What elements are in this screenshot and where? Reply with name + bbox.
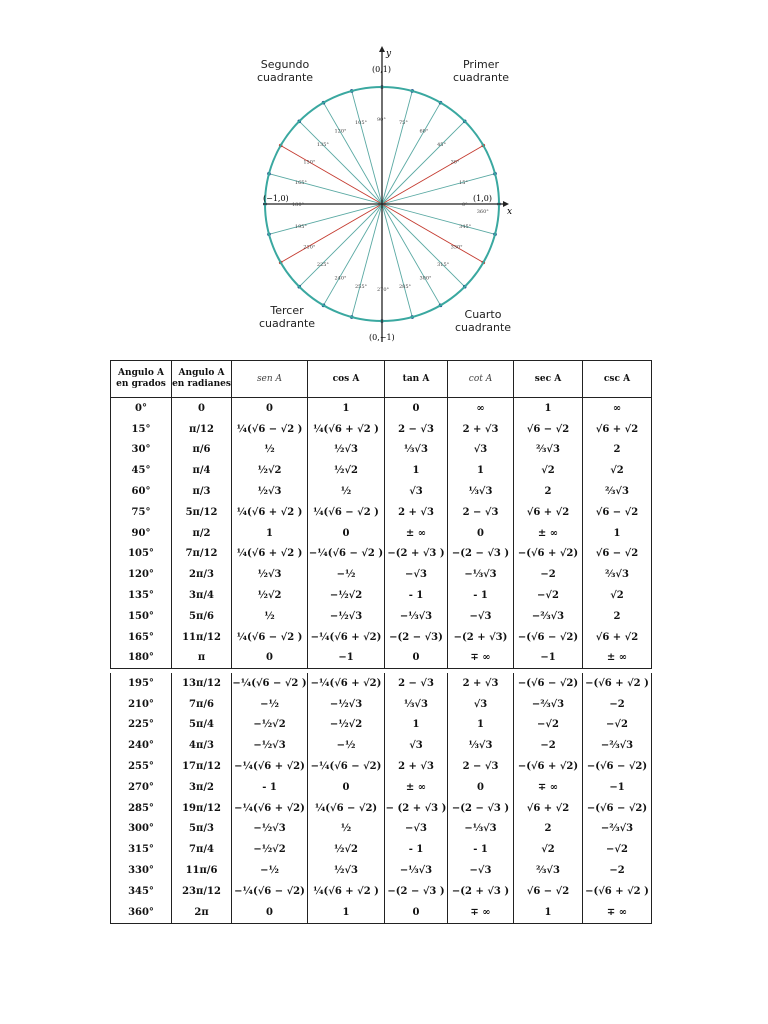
table-cell: −√3 [385,564,448,585]
table-cell: − (2 + √3 ) [385,798,448,819]
table-cell: 3π/2 [172,777,232,798]
table-cell: −√2 [514,715,583,736]
table-cell: 255° [111,756,172,777]
angle-label: 165° [294,180,307,187]
table-cell: √2 [583,585,652,606]
angle-label: 225° [316,262,329,269]
table-cell: 5π/12 [172,502,232,523]
table-cell: 5π/3 [172,819,232,840]
table-cell: ∓ ∞ [448,648,514,669]
table-cell: 285° [111,798,172,819]
table-cell: 300° [111,819,172,840]
table-cell: 23π/12 [172,881,232,902]
table-cell: −2 [583,694,652,715]
table-cell: −(√6 − √2) [583,756,652,777]
table-cell: π/6 [172,440,232,461]
point-right: (1,0) [473,194,492,203]
table-cell: −(2 + √3 ) [385,544,448,565]
table-cell: −⅔√3 [583,819,652,840]
table-cell: 13π/12 [172,673,232,694]
angle-label: 360° [476,208,489,215]
table-cell: 1 [385,460,448,481]
unit-circle-diagram [255,42,515,347]
angle-label: 0° [462,202,468,208]
table-cell: √6 + √2 [583,419,652,440]
table-cell: −1 [514,648,583,669]
table-cell: 2 − √3 [448,756,514,777]
table-row [111,440,652,461]
quadrant-2-label: Segundo cuadrante [256,58,314,84]
table-cell: - 1 [448,839,514,860]
table-cell: 1 [514,398,583,419]
table-cell: −⅓√3 [385,606,448,627]
table-cell: 7π/4 [172,839,232,860]
table-cell: 0 [448,777,514,798]
table-cell: √3 [385,735,448,756]
table-cell: 90° [111,523,172,544]
angle-label: 15° [459,180,468,187]
table-cell: −¼(√6 − √2) [232,881,308,902]
table-cell: ⅔√3 [583,564,652,585]
table-cell: 1 [448,715,514,736]
table-cell: 2 + √3 [385,756,448,777]
angle-label: 90° [377,117,386,123]
table-cell: 0 [308,523,385,544]
table-top [110,360,652,669]
table-row [111,606,652,627]
table-cell: −½ [232,860,308,881]
table-cell: 315° [111,839,172,860]
ray-105 [352,91,382,204]
table-cell: ½ [308,481,385,502]
table-cell: 60° [111,481,172,502]
header-degrees: Angulo A en grados [111,361,172,398]
table-cell: 0° [111,398,172,419]
ray-210 [281,204,382,263]
table-cell: ⅓√3 [385,694,448,715]
table-cell: 225° [111,715,172,736]
table-cell: 2 [583,606,652,627]
table-cell: ∞ [448,398,514,419]
table-row [111,502,652,523]
table-cell: 5π/6 [172,606,232,627]
table-cell: −(2 + √3) [448,627,514,648]
table-cell: 4π/3 [172,735,232,756]
table-cell: ∓ ∞ [514,777,583,798]
angle-label: 240° [334,275,347,282]
point-left: (−1,0) [263,194,289,203]
angle-label: 150° [303,159,316,166]
table-cell: −½√3 [232,735,308,756]
ray-195 [269,204,382,234]
table-cell: −2 [514,564,583,585]
angle-label: 135° [316,141,329,148]
table-cell: 195° [111,673,172,694]
table-cell: 7π/12 [172,544,232,565]
angle-label: 105° [355,119,368,126]
table-cell: √6 − √2 [514,881,583,902]
table-cell: π/2 [172,523,232,544]
table-cell: 7π/6 [172,694,232,715]
table-row [111,777,652,798]
table-row [111,460,652,481]
table-cell: 0 [385,398,448,419]
table-cell: ½√3 [308,440,385,461]
header-cos: cos A [308,361,385,398]
table-block-bottom [110,673,651,924]
point-top: (0,1) [372,65,391,74]
table-cell: ∞ [583,398,652,419]
table-cell: 2 + √3 [448,419,514,440]
table-cell: −½ [308,735,385,756]
table-cell: ½√3 [308,860,385,881]
table-cell: −1 [308,648,385,669]
table-row [111,881,652,902]
table-cell: √2 [583,460,652,481]
table-cell: ½ [308,819,385,840]
table-cell: −⅓√3 [385,860,448,881]
table-cell: 11π/6 [172,860,232,881]
ray-75 [382,91,412,204]
header-cot: cot A [448,361,514,398]
table-cell: ⅓√3 [448,481,514,502]
table-cell: ¼(√6 − √2 ) [308,502,385,523]
table-cell: −½√3 [232,819,308,840]
table-cell: 15° [111,419,172,440]
table-cell: −½ [308,564,385,585]
table-cell: 0 [385,648,448,669]
table-cell: 0 [232,398,308,419]
table-cell: −½ [232,694,308,715]
table-cell: 105° [111,544,172,565]
table-cell: ½ [232,440,308,461]
table-cell: ½√3 [232,481,308,502]
table-cell: 2 [583,440,652,461]
table-cell: ¼(√6 + √2 ) [232,502,308,523]
y-axis-arrow-icon [379,46,385,52]
table-cell: ½√2 [308,839,385,860]
ray-255 [352,204,382,317]
table-cell: 240° [111,735,172,756]
table-cell: −½√2 [232,839,308,860]
table-cell: −√2 [583,839,652,860]
table-cell: 0 [448,523,514,544]
table-cell: ½√2 [308,460,385,481]
table-cell: −¼(√6 − √2 ) [232,673,308,694]
table-row [111,902,652,923]
table-cell: −(√6 − √2) [514,673,583,694]
table-cell: 180° [111,648,172,669]
table-cell: −½√3 [308,694,385,715]
table-row [111,715,652,736]
table-cell: 2 − √3 [385,673,448,694]
point-bottom: (0,−1) [369,333,395,342]
table-cell: 1 [448,460,514,481]
table-cell: −⅓√3 [448,564,514,585]
table-cell: √6 + √2 [583,627,652,648]
table-cell: 0 [385,902,448,923]
table-cell: π [172,648,232,669]
table-cell: −√3 [385,819,448,840]
table-cell: −¼(√6 + √2) [232,756,308,777]
table-cell: −¼(√6 + √2) [232,798,308,819]
table-cell: 210° [111,694,172,715]
table-cell: −√3 [448,860,514,881]
quadrant-3-label: Tercer cuadrante [258,304,316,330]
table-cell: ∓ ∞ [583,902,652,923]
table-cell: 0 [232,902,308,923]
angle-label: 195° [294,223,307,230]
angle-label: 300° [419,275,432,282]
table-cell: −(√6 + √2) [514,756,583,777]
angle-label: 330° [450,244,463,251]
header-sec: sec A [514,361,583,398]
table-bottom [110,673,652,924]
x-axis-label: x [507,207,513,217]
table-cell: π/4 [172,460,232,481]
header-csc: csc A [583,361,652,398]
table-row [111,481,652,502]
table-cell: ½ [232,606,308,627]
table-cell: - 1 [232,777,308,798]
table-cell: √6 − √2 [514,419,583,440]
table-row [111,585,652,606]
angle-label: 270° [377,287,390,293]
table-row [111,735,652,756]
table-cell: −1 [583,777,652,798]
angle-label: 45° [437,141,446,148]
table-cell: −(√6 + √2 ) [583,881,652,902]
ray-285 [382,204,412,317]
table-cell: - 1 [448,585,514,606]
table-cell: ± ∞ [514,523,583,544]
table-block-top [110,360,651,669]
table-cell: ± ∞ [583,648,652,669]
table-cell: 165° [111,627,172,648]
table-cell: −(2 − √3 ) [385,881,448,902]
table-cell: −½√2 [232,715,308,736]
table-cell: −⅓√3 [448,819,514,840]
table-cell: −¼(√6 + √2) [308,627,385,648]
table-cell: 45° [111,460,172,481]
table-cell: ⅓√3 [448,735,514,756]
table-cell: 11π/12 [172,627,232,648]
table-cell: ⅔√3 [514,440,583,461]
table-row [111,839,652,860]
table-cell: −√2 [514,585,583,606]
table-cell: 120° [111,564,172,585]
table-cell: ¼(√6 − √2 ) [232,627,308,648]
ray-30 [382,146,483,205]
table-cell: −½√2 [308,585,385,606]
table-cell: √6 − √2 [583,544,652,565]
table-cell: √6 − √2 [583,502,652,523]
angle-label: 285° [398,284,412,291]
table-row [111,419,652,440]
unit-circle-figure [255,42,515,347]
table-cell: 1 [514,902,583,923]
table-row [111,564,652,585]
table-row [111,756,652,777]
ray-120 [324,103,383,204]
table-cell: −(2 − √3 ) [448,798,514,819]
table-cell: - 1 [385,585,448,606]
table-cell: 345° [111,881,172,902]
table-cell: −½√2 [308,715,385,736]
ray-60 [382,103,441,204]
table-row [111,398,652,419]
table-cell: −(√6 + √2) [514,544,583,565]
table-cell: −2 [514,735,583,756]
table-cell: −⅔√3 [583,735,652,756]
angle-label: 180° [292,202,305,208]
table-cell: 2 + √3 [385,502,448,523]
table-cell: −½√3 [308,606,385,627]
table-cell: 270° [111,777,172,798]
ray-300 [382,204,441,305]
table-cell: 17π/12 [172,756,232,777]
table-cell: 150° [111,606,172,627]
table-cell: 2 − √3 [448,502,514,523]
angle-label: 120° [334,128,347,135]
table-cell: 1 [308,902,385,923]
table-cell: 2 − √3 [385,419,448,440]
angle-label: 255° [355,284,368,291]
angle-label: 345° [459,223,472,230]
quadrant-4-label: Cuarto cuadrante [454,308,512,334]
table-row [111,819,652,840]
table-cell: 2 [514,819,583,840]
table-cell: 330° [111,860,172,881]
y-axis-label: y [386,49,392,59]
header-sen: sen A [232,361,308,398]
angle-label: 210° [303,244,316,251]
table-cell: −(√6 − √2) [514,627,583,648]
table-cell: −¼(√6 + √2) [308,673,385,694]
table-cell: ± ∞ [385,777,448,798]
table-cell: √3 [385,481,448,502]
table-cell: 2π [172,902,232,923]
angle-label: 60° [419,128,429,135]
table-cell: 0 [232,648,308,669]
table-cell: −(2 − √3 ) [448,544,514,565]
table-cell: ½√3 [232,564,308,585]
table-cell: −(2 − √3) [385,627,448,648]
header-radians: Angulo A en radianes [172,361,232,398]
table-cell: 1 [385,715,448,736]
table-cell: 1 [583,523,652,544]
quadrant-1-label: Primer cuadrante [452,58,510,84]
table-row [111,673,652,694]
table-cell: −⅔√3 [514,606,583,627]
table-row [111,860,652,881]
table-cell: −√2 [583,715,652,736]
table-cell: 3π/4 [172,585,232,606]
table-cell: √2 [514,839,583,860]
table-cell: 19π/12 [172,798,232,819]
table-cell: ½√2 [232,585,308,606]
table-cell: −(√6 − √2) [583,798,652,819]
table-row [111,523,652,544]
ray-240 [324,204,383,305]
table-cell: −2 [583,860,652,881]
table-cell: ∓ ∞ [448,902,514,923]
table-row [111,798,652,819]
table-cell: 30° [111,440,172,461]
table-cell: √6 + √2 [514,502,583,523]
table-cell: 2 [514,481,583,502]
table-cell: 2π/3 [172,564,232,585]
ray-330 [382,204,483,263]
table-cell: ¼(√6 + √2 ) [232,544,308,565]
table-cell: √3 [448,440,514,461]
table-cell: ⅔√3 [583,481,652,502]
table-cell: √3 [448,694,514,715]
table-cell: 75° [111,502,172,523]
table-cell: ¼(√6 + √2 ) [308,419,385,440]
table-cell: −⅔√3 [514,694,583,715]
ray-150 [281,146,382,205]
angle-label: 30° [450,159,460,166]
table-cell: ½√2 [232,460,308,481]
header-tan: tan A [385,361,448,398]
table-cell: 2 + √3 [448,673,514,694]
table-row [111,544,652,565]
table-cell: √6 + √2 [514,798,583,819]
table-cell: 0 [172,398,232,419]
table-cell: ¼(√6 − √2 ) [232,419,308,440]
table-cell: √2 [514,460,583,481]
table-cell: −√3 [448,606,514,627]
table-cell: ¼(√6 + √2 ) [308,881,385,902]
table-cell: - 1 [385,839,448,860]
table-cell: π/12 [172,419,232,440]
table-cell: 1 [232,523,308,544]
table-cell: ⅓√3 [385,440,448,461]
angle-label: 75° [398,119,408,126]
table-cell: π/3 [172,481,232,502]
table-cell: −(2 + √3 ) [448,881,514,902]
table-cell: 135° [111,585,172,606]
table-cell: 360° [111,902,172,923]
table-row [111,694,652,715]
table-cell: −¼(√6 − √2) [308,756,385,777]
table-cell: 5π/4 [172,715,232,736]
table-cell: 0 [308,777,385,798]
table-cell: −(√6 + √2 ) [583,673,652,694]
table-row [111,648,652,669]
trig-values-table [110,360,651,940]
table-cell: 1 [308,398,385,419]
angle-label: 315° [437,262,450,269]
table-cell: ¼(√6 − √2) [308,798,385,819]
table-header-row [111,361,652,398]
table-row [111,627,652,648]
table-cell: −¼(√6 − √2 ) [308,544,385,565]
table-cell: ⅔√3 [514,860,583,881]
table-cell: ± ∞ [385,523,448,544]
